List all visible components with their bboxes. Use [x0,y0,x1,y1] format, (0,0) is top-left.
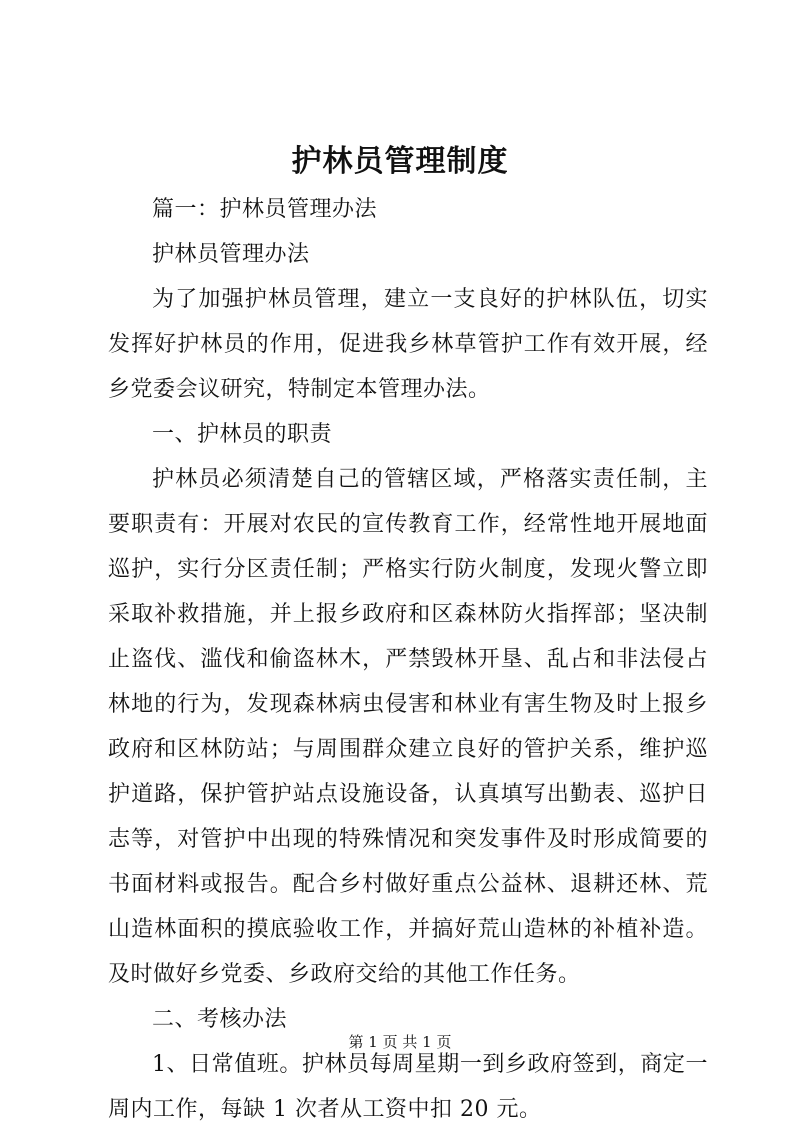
duties-paragraph: 护林员必须清楚自己的管辖区域，严格落实责任制，主要职责有：开展对农民的宣传教育工作，经常性地开展地面巡护，实行分区责任制；严格实行防火制度，发现火警立即采取补救措施，并上报乡政府和区森林防火指挥部；坚决制止盗伐、滥伐和偷盗林木，严禁毁林开垦、乱占和非法侵占林地的行为，发现森林病虫侵害和林业有害生物及时上报乡政府和区林防站；与周围群众建立良好的管护关系，维护巡护道路，保护管护站点设施设备，认真填写出勤表、巡护日志等，对管护中出现的特殊情况和突发事件及时形成简要的书面材料或报告。配合乡村做好重点公益林、退耕还林、荒山造林面积的摸底验收工作，并搞好荒山造林的补植补造。及时做好乡党委、乡政府交给的其他工作任务。 [108,467,708,987]
document-title: 护林员管理制度 [291,144,509,179]
section-heading-duties: 一、护林员的职责 [152,422,333,447]
daily-duty-paragraph: 1、日常值班。护林员每周星期一到乡政府签到，商定一周内工作，每缺 1 次者从工资中扣 20 元。 [108,1052,708,1122]
subtitle-management-measures: 护林员管理办法 [152,242,310,267]
document-body [108,187,708,1132]
section-heading-part-one: 篇一：护林员管理办法 [152,197,378,222]
intro-paragraph: 为了加强护林员管理，建立一支良好的护林队伍，切实发挥好护林员的作用，促进我乡林草管护工作有效开展，经乡党委会议研究，特制定本管理办法。 [108,287,708,402]
section-heading-assessment: 二、考核办法 [152,1007,288,1032]
page-number-footer: 第 1 页 共 1 页 [348,1033,452,1051]
